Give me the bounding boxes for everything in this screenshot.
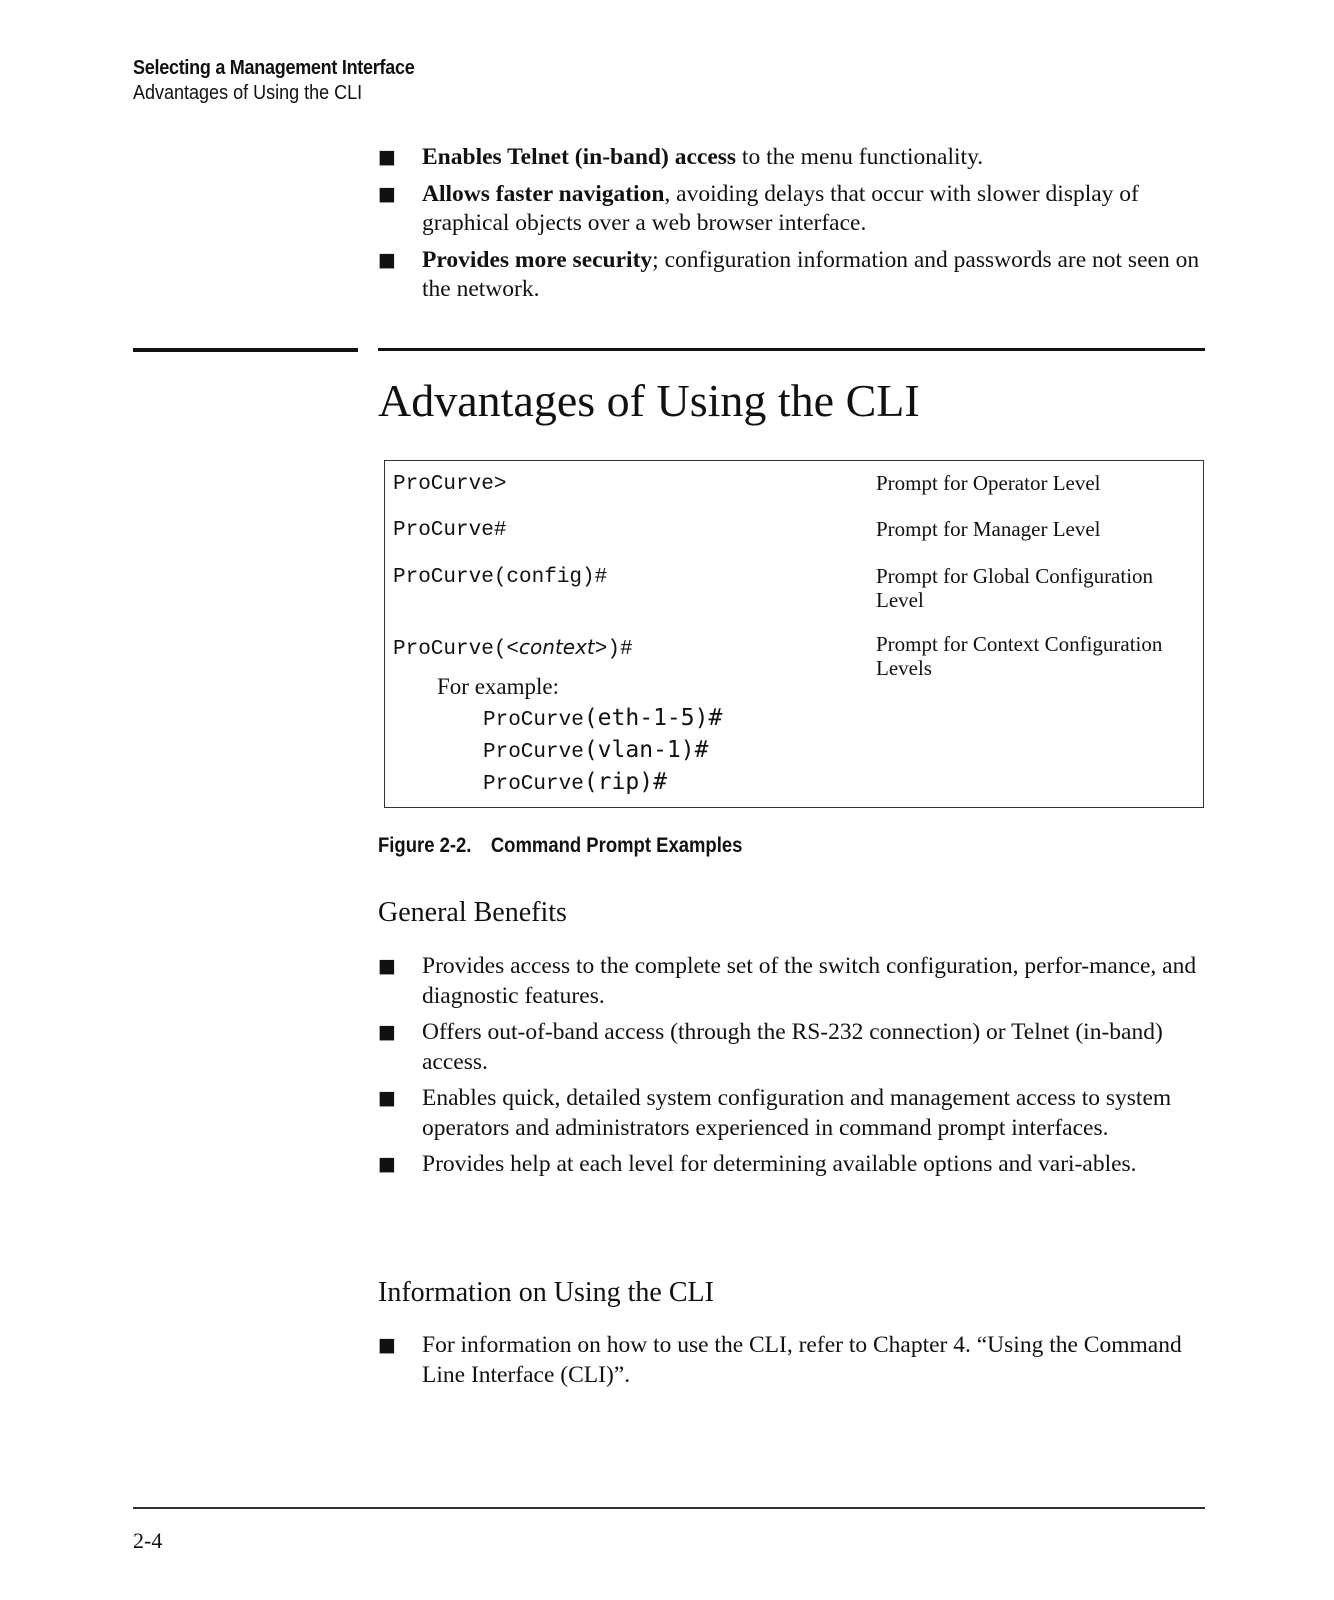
prompt-manager: ProCurve# bbox=[393, 519, 507, 542]
figure-number: Figure 2-2. bbox=[378, 834, 472, 857]
prompt-context-description: Prompt for Context Configuration Levels bbox=[876, 632, 1163, 680]
prompt-operator: ProCurve> bbox=[393, 473, 507, 496]
list-item bbox=[378, 1150, 1208, 1180]
prompt-context-prefix: ProCurve(< bbox=[393, 638, 520, 661]
list-item bbox=[378, 180, 1208, 239]
bullet-text: Offers out-of-band access (through the RS-232 connection) or Telnet (in-band) access. bbox=[422, 1019, 1163, 1075]
list-item bbox=[378, 1331, 1208, 1390]
bullet-square-icon: ■ bbox=[378, 248, 396, 271]
list-item bbox=[378, 1018, 1208, 1077]
example-prompt-prefix: ProCurve bbox=[483, 741, 584, 764]
bullet-bold-lead: Allows faster navigation bbox=[422, 180, 665, 207]
list-item bbox=[378, 1084, 1208, 1143]
running-head bbox=[133, 57, 446, 105]
running-head-chapter: Selecting a Management Interface bbox=[133, 57, 415, 79]
bullet-text: ; configuration information and passwords are not seen on the network. bbox=[422, 246, 1200, 302]
info-list bbox=[378, 1331, 1208, 1397]
bullet-square-icon: ■ bbox=[378, 1334, 396, 1356]
info-heading: Information on Using the CLI bbox=[378, 1277, 714, 1308]
bullet-text: For information on how to use the CLI, refer to Chapter 4. “Using the Command Line Interface (CLI)”. bbox=[422, 1332, 1182, 1388]
prompt-context-suffix: >)# bbox=[594, 638, 633, 661]
figure-title: Command Prompt Examples bbox=[490, 834, 743, 857]
example-prompt-context: (vlan-1)# bbox=[583, 737, 709, 763]
prompt-context bbox=[393, 635, 633, 661]
page-title: Advantages of Using the CLI bbox=[378, 375, 920, 426]
bullet-text: Enables quick, detailed system configuration and management access to system operators and administrators experienced in command prompt interfaces. bbox=[422, 1085, 1172, 1141]
example-prompt bbox=[483, 769, 667, 796]
footer-rule bbox=[133, 1507, 1205, 1509]
running-head-section: Advantages of Using the CLI bbox=[133, 82, 363, 104]
example-prompt bbox=[483, 737, 708, 764]
bullet-text: , avoiding delays that occur with slower display of graphical objects over a web browser interface. bbox=[422, 180, 1139, 236]
bullet-square-icon: ■ bbox=[378, 955, 396, 977]
prompt-operator-description: Prompt for Operator Level bbox=[876, 471, 1101, 495]
list-item bbox=[378, 143, 1208, 173]
prompt-context-variable: context bbox=[519, 635, 595, 659]
bullet-text: to the menu functionality. bbox=[736, 144, 984, 170]
bullet-square-icon: ■ bbox=[378, 1153, 396, 1175]
top-bullet-list bbox=[378, 143, 1208, 312]
prompt-manager-description: Prompt for Manager Level bbox=[876, 517, 1101, 541]
section-rule-right bbox=[378, 348, 1205, 351]
for-example-label: For example: bbox=[437, 674, 559, 699]
bullet-square-icon: ■ bbox=[378, 1087, 396, 1109]
example-prompt-prefix: ProCurve bbox=[483, 709, 584, 732]
list-item bbox=[378, 952, 1208, 1011]
command-prompt-figure bbox=[384, 460, 1204, 808]
bullet-bold-lead: Provides more security bbox=[422, 246, 653, 273]
page-number: 2-4 bbox=[133, 1528, 163, 1553]
general-benefits-list bbox=[378, 952, 1208, 1187]
bullet-text: Provides help at each level for determining available options and vari-ables. bbox=[422, 1151, 1137, 1177]
section-rule-left bbox=[133, 348, 358, 352]
prompt-global-config-description: Prompt for Global Configuration Level bbox=[876, 564, 1154, 612]
example-prompt-context: (eth-1-5)# bbox=[583, 705, 723, 731]
example-prompt bbox=[483, 705, 722, 732]
bullet-square-icon: ■ bbox=[378, 182, 396, 205]
bullet-text: Provides access to the complete set of the switch configuration, perfor-mance, and diagnostic features. bbox=[422, 953, 1197, 1009]
bullet-square-icon: ■ bbox=[378, 146, 396, 168]
bullet-bold-lead: Enables Telnet (in-band) access bbox=[422, 144, 737, 170]
prompt-global-config: ProCurve(config)# bbox=[393, 566, 608, 589]
example-prompt-prefix: ProCurve bbox=[483, 773, 584, 796]
figure-caption bbox=[378, 834, 742, 858]
list-item bbox=[378, 246, 1208, 305]
bullet-square-icon: ■ bbox=[378, 1021, 396, 1043]
example-prompt-context: (rip)# bbox=[583, 769, 667, 795]
general-benefits-heading: General Benefits bbox=[378, 897, 567, 928]
